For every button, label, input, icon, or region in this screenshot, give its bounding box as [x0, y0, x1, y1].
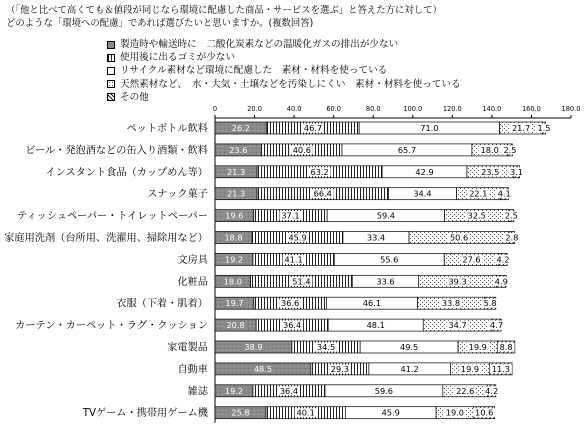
- category-label: インスタント食品（カップめん等）: [45, 167, 208, 179]
- value-label: 18.0: [223, 276, 242, 287]
- category-label: カーテン・カーペット・ラグ・クッション: [15, 320, 208, 332]
- value-label: 33.4: [366, 232, 386, 243]
- value-label: 2.5: [503, 144, 517, 155]
- value-label: 8.8: [499, 342, 513, 352]
- value-label: 41.2: [400, 363, 419, 374]
- x-tick-label: 40.0: [286, 105, 302, 113]
- category-label: 衣服（下着・肌着）: [116, 298, 208, 310]
- value-label: 59.6: [374, 385, 394, 396]
- x-tick-label: 140.0: [482, 105, 502, 113]
- legend-label: 製造時や輸送時に 二酸化炭素などの温暖化ガスの排出が少ない: [120, 39, 399, 50]
- value-label: 39.3: [448, 276, 467, 287]
- value-label: 49.5: [400, 342, 419, 352]
- value-label: 10.6: [475, 407, 494, 418]
- value-label: 33.6: [376, 276, 395, 287]
- value-label: 50.6: [449, 232, 469, 243]
- value-label: 48.1: [366, 320, 385, 331]
- value-label: 4.7: [490, 320, 504, 331]
- category-label: 家庭用洗剤（台所用、洗濯用、掃除用など）: [4, 233, 208, 244]
- value-label: 40.1: [296, 407, 315, 418]
- value-label: 19.2: [224, 254, 244, 265]
- value-label: 25.8: [231, 407, 250, 418]
- value-label: 45.9: [288, 232, 307, 243]
- value-label: 42.9: [415, 166, 434, 177]
- value-label: 34.4: [413, 188, 432, 199]
- x-tick-label: 180.0: [561, 105, 581, 113]
- value-label: 59.4: [376, 210, 395, 221]
- x-tick-label: 120.0: [442, 105, 462, 113]
- value-label: 20.8: [226, 320, 245, 331]
- value-label: 71.0: [420, 123, 439, 133]
- value-label: 32.5: [467, 210, 486, 221]
- value-label: 4.2: [496, 254, 510, 265]
- category-label: 雑誌: [187, 386, 208, 398]
- value-label: 4.1: [497, 188, 511, 199]
- legend-label: 天然素材など、 水・大気・土壌などを汚染しにくい 素材・材料を使っている: [120, 78, 461, 90]
- x-tick-label: 160.0: [521, 105, 541, 113]
- value-label: 1.5: [537, 123, 551, 133]
- value-label: 55.6: [380, 254, 399, 265]
- value-label: 66.4: [313, 188, 332, 199]
- value-label: 2.5: [504, 210, 518, 221]
- value-label: 29.3: [330, 363, 350, 374]
- value-label: 51.4: [292, 276, 311, 287]
- category-label: ビール・発泡酒などの缶入り酒類・飲料: [25, 145, 208, 157]
- value-label: 34.7: [448, 320, 467, 331]
- value-label: 23.6: [229, 144, 248, 155]
- value-label: 41.1: [284, 254, 303, 265]
- value-label: 40.6: [292, 144, 311, 155]
- value-label: 38.9: [244, 342, 263, 352]
- value-label: 18.0: [480, 144, 499, 155]
- category-label: ティッシュペーパー・トイレットペーパー: [17, 211, 208, 223]
- category-label: 自動車: [177, 364, 208, 376]
- question-text: （「他と比べて高くても＆値段が同じなら環境に配慮した商品・サービスを選ぶ」と答えた方に対して） どのような「環境への配慮」であれば選びたいと思いますか。(複数回答): [6, 5, 442, 29]
- category-label: スナック菓子: [147, 189, 208, 201]
- value-label: 21.3: [226, 188, 246, 199]
- value-label: 22.6: [456, 385, 475, 396]
- value-label: 46.7: [303, 123, 323, 133]
- value-label: 63.2: [310, 166, 329, 177]
- value-label: 65.7: [397, 144, 417, 155]
- value-label: 37.1: [281, 210, 300, 221]
- value-label: 45.9: [381, 407, 400, 418]
- legend-label: 使用後に出るゴミが少ない: [120, 52, 236, 64]
- value-label: 27.6: [462, 254, 481, 265]
- value-label: 36.4: [283, 320, 302, 331]
- value-label: 5.8: [483, 298, 497, 309]
- value-label: 19.6: [225, 210, 244, 221]
- value-label: 4.2: [485, 385, 499, 396]
- category-label: TVゲーム・携帯用ゲーム機: [82, 408, 208, 420]
- category-label: 文房具: [177, 254, 208, 266]
- value-label: 11.3: [491, 363, 511, 374]
- value-label: 4.9: [494, 276, 508, 287]
- x-tick-label: 80.0: [365, 105, 381, 113]
- value-label: 19.9: [460, 363, 480, 374]
- category-label: 化粧品: [177, 276, 208, 288]
- legend-label: リサイクル素材など環境に配慮した 素材・材料を使っている: [120, 65, 388, 77]
- category-label: 家電製品: [167, 342, 208, 354]
- x-tick-label: 20.0: [247, 105, 262, 113]
- value-label: 46.1: [362, 298, 382, 309]
- x-tick-label: 60.0: [326, 105, 342, 113]
- value-label: 21.3: [226, 166, 246, 177]
- legend-label: その他: [120, 91, 149, 103]
- value-label: 3.1: [509, 166, 524, 177]
- value-label: 34.5: [316, 342, 336, 352]
- value-label: 19.2: [224, 385, 244, 396]
- value-label: 33.8: [441, 298, 461, 309]
- value-label: 18.8: [224, 232, 243, 243]
- value-label: 23.5: [481, 166, 500, 177]
- category-label: ペットボトル飲料: [126, 123, 208, 135]
- value-label: 22.1: [469, 188, 488, 199]
- value-label: 36.4: [279, 385, 299, 396]
- value-label: 26.2: [231, 123, 251, 133]
- value-label: 21.7: [511, 123, 531, 133]
- value-label: 19.9: [468, 342, 487, 352]
- value-label: 19.0: [445, 407, 465, 418]
- value-label: 2.8: [505, 232, 519, 243]
- value-label: 36.6: [281, 298, 300, 309]
- value-label: 48.5: [253, 363, 273, 374]
- x-tick-label: 100.0: [403, 105, 423, 113]
- value-label: 19.7: [225, 298, 244, 309]
- x-tick-label: 0: [212, 105, 218, 113]
